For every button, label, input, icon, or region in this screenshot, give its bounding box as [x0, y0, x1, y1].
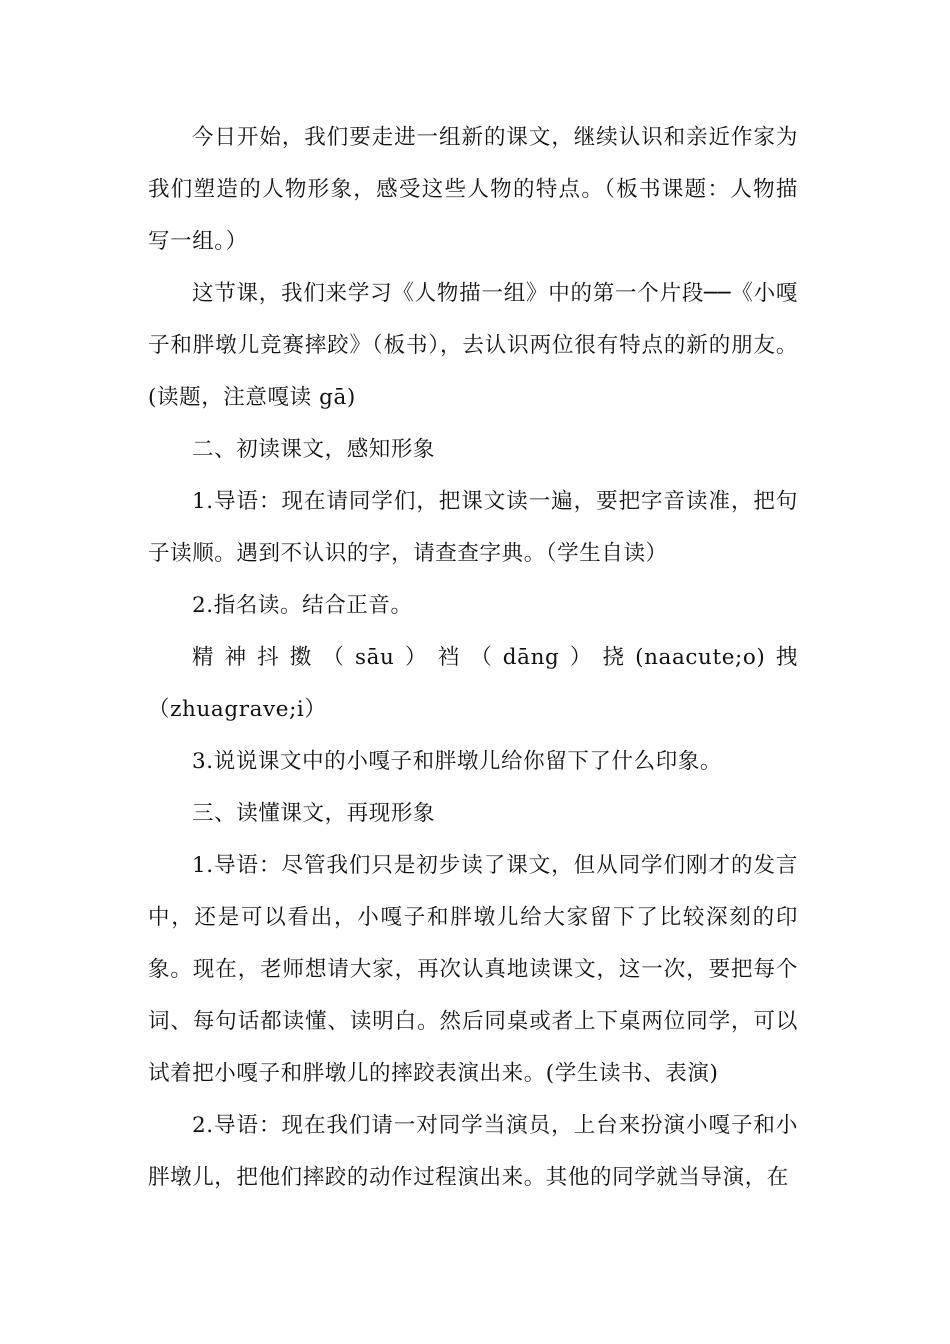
document-body — [148, 112, 798, 1204]
paragraph-pronunciation: 精神抖擞（sāu）裆（dāng）挠(naacute;o)拽（zhuagrave;i） — [148, 645, 798, 722]
section-heading-understanding: 三、读懂课文，再现形象 — [192, 801, 436, 826]
paragraph-guide-2: 2.导语：现在我们请一对同学当演员，上台来扮演小嘎子和小胖墩儿，把他们摔跤的动作过程演出来。其他的同学就当导演，在 — [148, 1113, 798, 1190]
paragraph-step-3: 3.说说课文中的小嘎子和胖墩儿给你留下了什么印象。 — [192, 749, 723, 774]
paragraph-step-2: 2.指名读。结合正音。 — [192, 593, 413, 618]
paragraph-guide-1: 1.导语：尽管我们只是初步读了课文，但从同学们刚才的发言中，还是可以看出，小嘎子和胖墩儿给大家留下了比较深刻的印象。现在，老师想请大家，再次认真地读课文，这一次，要把每个词、每句话都读懂、读明白。然后同桌或者上下桌两位同学，可以试着把小嘎子和胖墩儿的摔跤表演出来。(学生读书、表演) — [148, 853, 798, 1086]
paragraph-lesson-topic: 这节课，我们来学习《人物描一组》中的第一个片段──《小嘎子和胖墩儿竞赛摔跤》（板书），去认识两位很有特点的新的朋友。(读题，注意嘎读 gā) — [148, 281, 798, 410]
paragraph-step-1: 1.导语：现在请同学们，把课文读一遍，要把字音读准，把句子读顺。遇到不认识的字，请查查字典。（学生自读） — [148, 489, 798, 566]
section-heading-first-reading: 二、初读课文，感知形象 — [192, 437, 436, 462]
paragraph-intro: 今日开始，我们要走进一组新的课文，继续认识和亲近作家为我们塑造的人物形象，感受这些人物的特点。（板书课题：人物描写一组。） — [148, 125, 798, 254]
